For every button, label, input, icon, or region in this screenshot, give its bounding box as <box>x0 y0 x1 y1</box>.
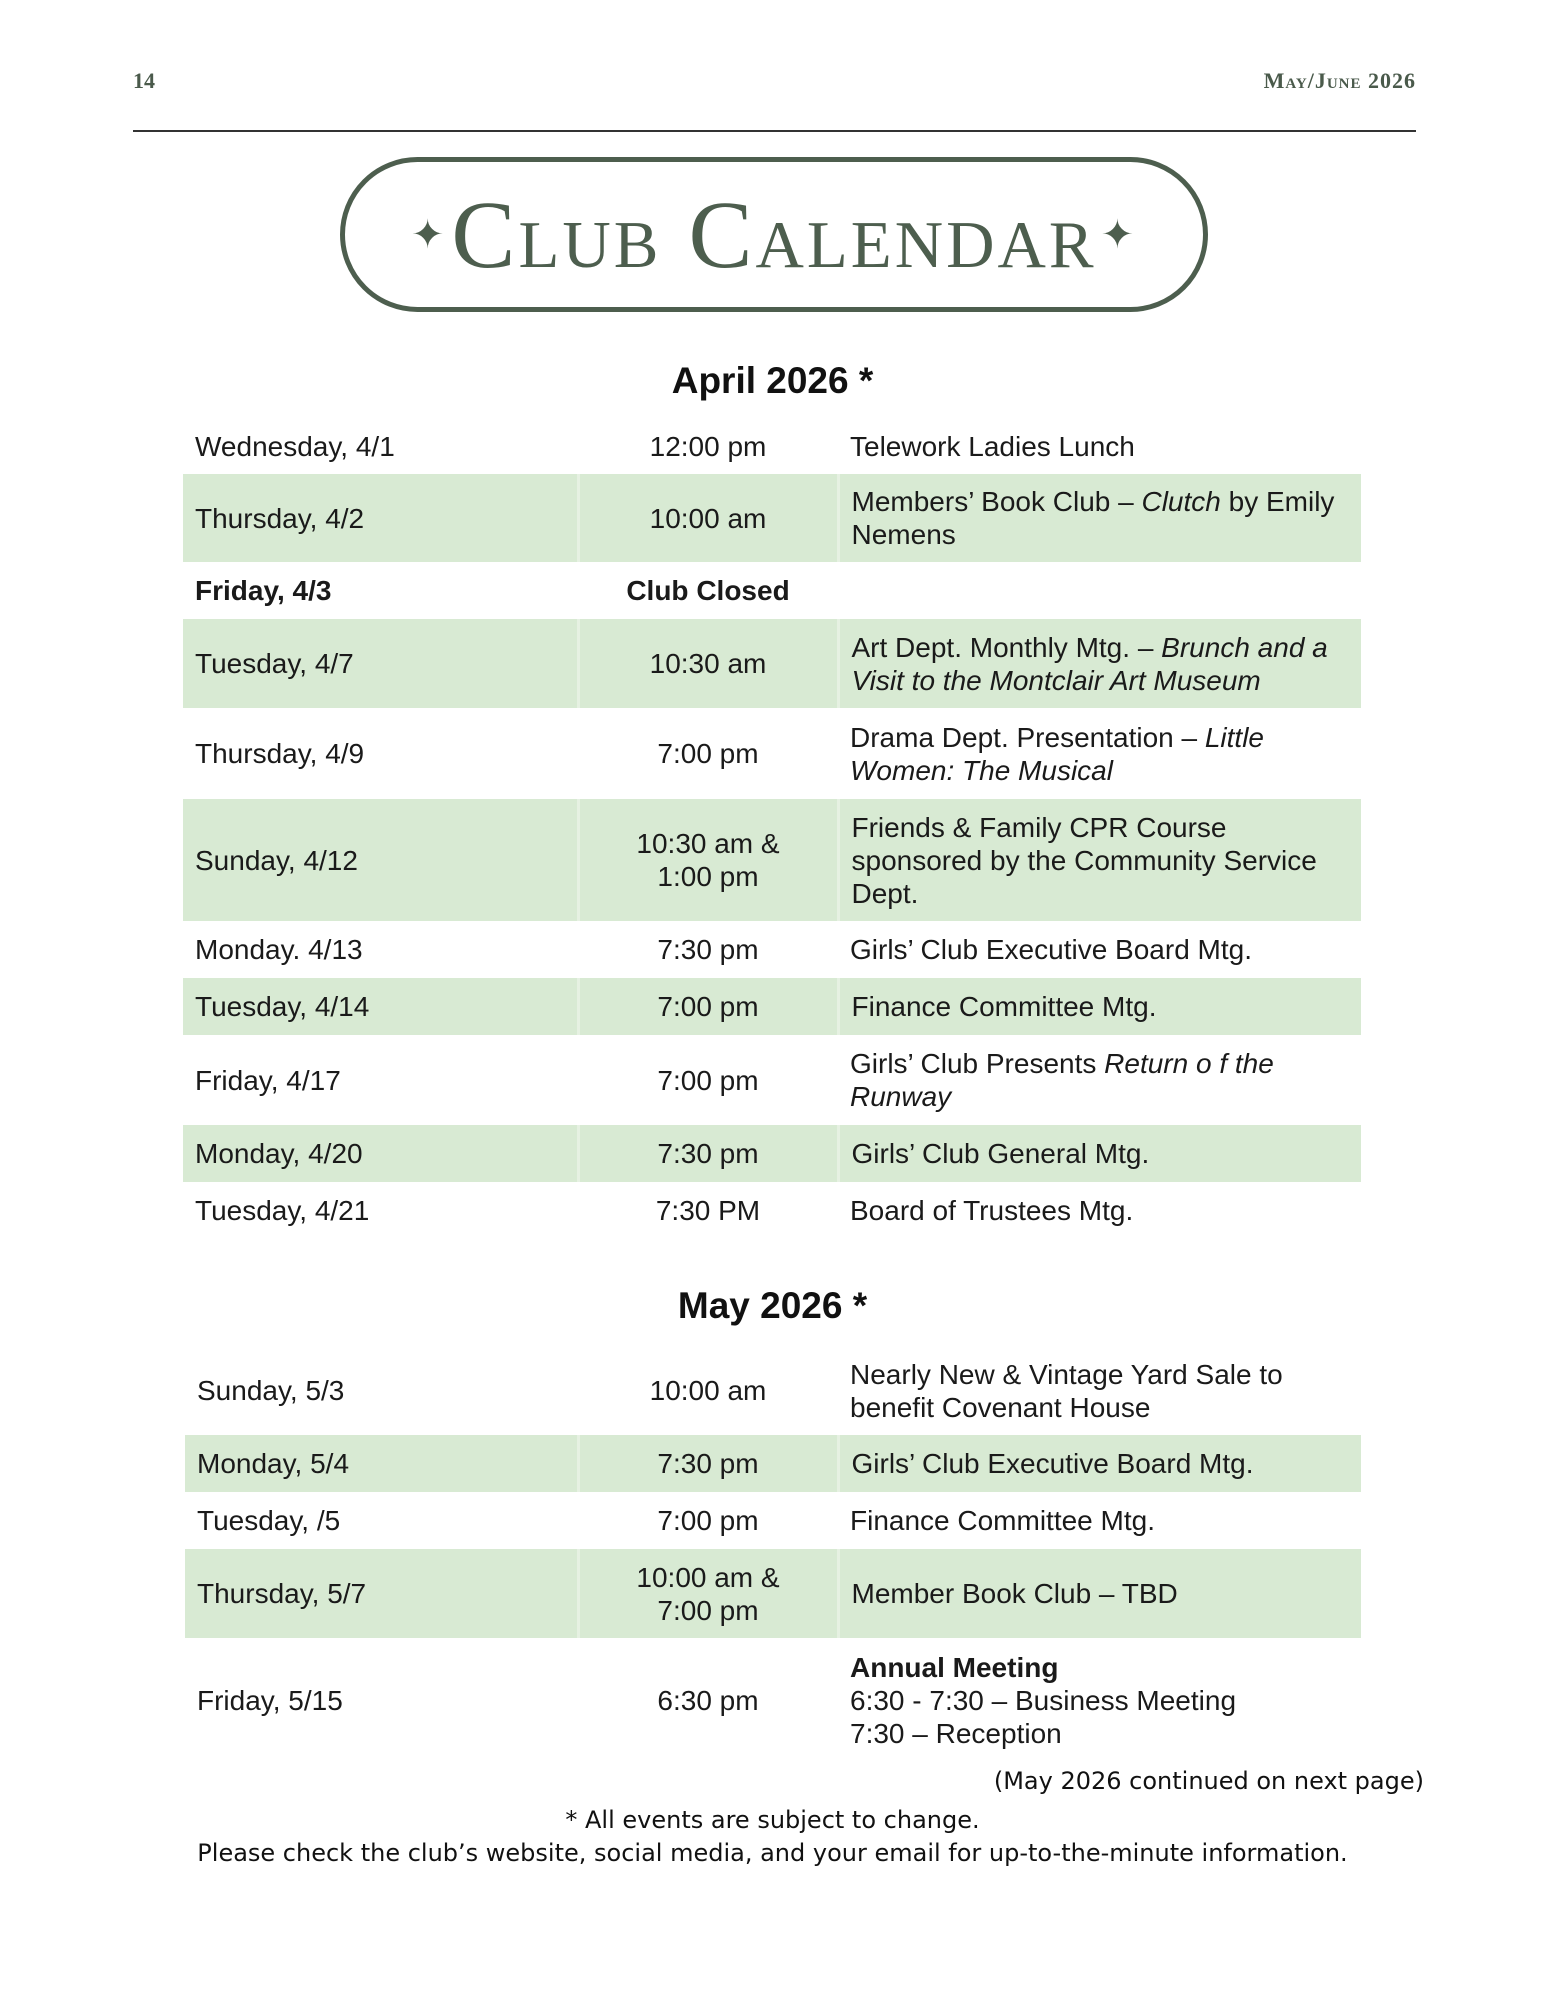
table-row <box>183 1035 1361 1125</box>
event-time: 12:00 pm <box>649 430 767 462</box>
event-time: 6:30 pm <box>657 1685 759 1716</box>
event-title: Little Women: The Musical <box>850 721 1264 786</box>
event-time-line: 10:00 am & <box>636 1561 780 1593</box>
event-day: Monday, 5/4 <box>185 1435 578 1492</box>
event-description: Girls’ Club Executive Board Mtg. <box>850 934 1252 965</box>
page-title-text: Club Calendar <box>451 180 1097 288</box>
table-row <box>183 1182 1361 1238</box>
event-description: Friends & Family CPR Course sponsored by the Community Service Dept. <box>838 799 1361 921</box>
event-day: Tuesday, /5 <box>197 1505 341 1536</box>
event-text: 7:30 – Reception <box>850 1718 1062 1749</box>
table-row <box>183 619 1361 708</box>
event-description <box>838 562 1361 619</box>
april-heading: April 2026 * <box>671 360 874 401</box>
title-banner <box>340 157 1208 312</box>
table-row <box>183 418 1361 474</box>
event-time: Club Closed <box>626 575 790 606</box>
event-day: Friday, 5/15 <box>197 1685 343 1716</box>
event-day: Tuesday, 4/14 <box>183 978 578 1035</box>
event-text: Members’ Book Club – <box>851 486 1142 517</box>
event-day: Thursday, 4/9 <box>195 738 365 769</box>
event-description: Telework Ladies Lunch <box>850 430 1135 462</box>
event-day: Friday, 4/17 <box>195 1064 341 1096</box>
event-day: Tuesday, 4/21 <box>195 1194 370 1226</box>
event-time: 10:00 am <box>578 474 838 562</box>
event-time-line: 7:00 pm <box>657 1594 759 1626</box>
table-row <box>185 1549 1361 1638</box>
event-time: 7:30 pm <box>578 1125 838 1182</box>
event-description <box>838 1638 1361 1763</box>
event-description <box>838 474 1361 562</box>
event-description: Member Book Club – TBD <box>838 1549 1361 1638</box>
event-time: 7:00 pm <box>657 1064 759 1096</box>
table-row <box>185 1638 1361 1763</box>
event-time: 10:30 am <box>578 619 838 708</box>
event-description: Finance Committee Mtg. <box>850 1505 1155 1536</box>
table-row <box>183 1125 1361 1182</box>
disclaimer-note: * All events are subject to change. <box>565 1806 980 1834</box>
table-row <box>185 1346 1361 1435</box>
event-day: Monday, 4/20 <box>183 1125 578 1182</box>
event-description <box>838 708 1361 799</box>
event-time: 10:00 am <box>649 1375 767 1406</box>
april-calendar-table <box>183 418 1361 1238</box>
event-description: Girls’ Club General Mtg. <box>838 1125 1361 1182</box>
event-title: Return o f the Runway <box>850 1048 1274 1112</box>
sparkle-icon: ✦ <box>1100 211 1138 257</box>
table-row <box>183 921 1361 978</box>
event-time: 7:30 pm <box>657 934 759 965</box>
event-time: 7:00 pm <box>657 1505 759 1536</box>
event-text: Art Dept. Monthly Mtg. – <box>851 631 1162 663</box>
event-day: Wednesday, 4/1 <box>195 430 395 462</box>
event-text: 6:30 - 7:30 – Business Meeting <box>850 1685 1237 1716</box>
page-title <box>407 180 1141 288</box>
event-title: Annual Meeting <box>850 1652 1059 1683</box>
event-time-line: 10:30 am & <box>636 828 780 859</box>
table-row <box>183 708 1361 799</box>
event-text: by Emily Nemens <box>851 486 1335 550</box>
table-row <box>183 562 1361 619</box>
event-description: Girls’ Club Executive Board Mtg. <box>838 1435 1361 1492</box>
event-text: Girls’ Club Presents <box>850 1048 1105 1079</box>
event-title: Clutch <box>1141 486 1221 517</box>
event-day: Friday, 4/3 <box>195 575 332 606</box>
issue-date: May/June 2026 <box>1263 68 1416 93</box>
table-row <box>183 799 1361 921</box>
continued-note: (May 2026 continued on next page) <box>993 1767 1424 1795</box>
event-time <box>578 1549 838 1638</box>
event-text: Drama Dept. Presentation – <box>850 721 1205 753</box>
event-description: Finance Committee Mtg. <box>838 978 1361 1035</box>
event-time-line: 1:00 pm <box>657 861 759 892</box>
table-row <box>183 474 1361 562</box>
may-heading: May 2026 * <box>677 1285 868 1326</box>
event-time: 7:00 pm <box>578 978 838 1035</box>
header-rule <box>133 130 1416 132</box>
event-day: Thursday, 5/7 <box>185 1549 578 1638</box>
event-day: Monday. 4/13 <box>195 934 363 965</box>
event-time <box>578 799 838 921</box>
event-description <box>838 619 1361 708</box>
event-title: Brunch and a Visit to the Montclair Art Museum <box>851 631 1328 696</box>
event-time: 7:30 PM <box>655 1194 761 1226</box>
event-description: Nearly New & Vintage Yard Sale to benefit Covenant House <box>850 1358 1283 1423</box>
table-row <box>183 978 1361 1035</box>
event-day: Sunday, 4/12 <box>183 799 578 921</box>
table-row <box>185 1435 1361 1492</box>
event-day: Sunday, 5/3 <box>197 1375 345 1406</box>
page-number: 14 <box>133 68 155 93</box>
event-time: 7:30 pm <box>578 1435 838 1492</box>
event-day: Tuesday, 4/7 <box>183 619 578 708</box>
may-calendar-table <box>185 1346 1361 1763</box>
event-description: Board of Trustees Mtg. <box>850 1194 1134 1226</box>
event-description <box>838 1035 1361 1125</box>
event-time: 7:00 pm <box>657 738 759 769</box>
sparkle-icon: ✦ <box>410 211 448 257</box>
info-note: Please check the club’s website, social media, and your email for up-to-the-minute information. <box>197 1839 1348 1867</box>
table-row <box>185 1492 1361 1549</box>
event-day: Thursday, 4/2 <box>183 474 578 562</box>
